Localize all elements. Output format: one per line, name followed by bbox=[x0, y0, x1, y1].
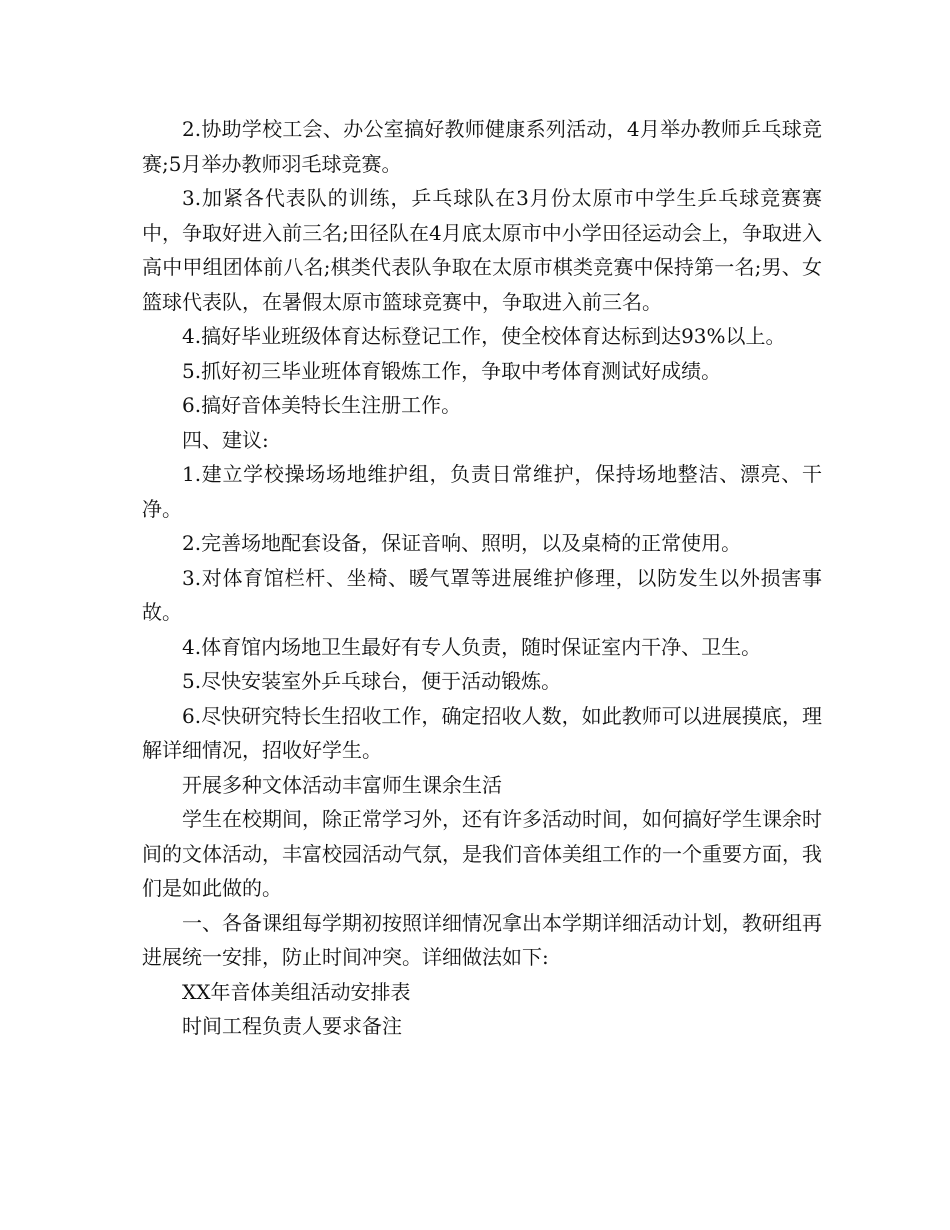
paragraph-item-6-special-students: 6.搞好音体美特长生注册工作。 bbox=[182, 393, 462, 417]
paragraph-intro: 学生在校期间，除正常学习外，还有许多活动时间，如何搞好学生课余时间的文体活动，丰富校园活动气氛，是我们音体美组工作的一个重要方面，我们是如此做的。 bbox=[142, 807, 822, 900]
paragraph-plan: 一、各备课组每学期初按照详细情况拿出本学期详细活动计划，教研组再进展统一安排，防止时间冲突。详细做法如下: bbox=[142, 910, 822, 969]
table-header-line: 时间工程负责人要求备注 bbox=[182, 1014, 402, 1038]
paragraph-suggestion-1: 1.建立学校操场场地维护组，负责日常维护，保持场地整洁、漂亮、干净。 bbox=[142, 462, 822, 521]
paragraph-suggestion-3: 3.对体育馆栏杆、坐椅、暖气罩等进展维护修理，以防发生以外损害事故。 bbox=[142, 565, 822, 624]
paragraph-item-3-team-training: 3.加紧各代表队的训练，乒乓球队在3月份太原市中学生乒乓球竞赛赛中，争取好进入前三名;田径队在4月底太原市中小学田径运动会上，争取进入高中甲组团体前八名;棋类代表队争取在太原市棋类竞赛中保持第一名;男、女篮球代表队，在暑假太原市篮球竞赛中，争取进入前三名。 bbox=[142, 186, 822, 314]
paragraph-suggestion-6: 6.尽快研究特长生招收工作，确定招收人数，如此教师可以进展摸底，理解详细情况，招收好学生。 bbox=[142, 703, 822, 762]
paragraph-item-4-fitness-standard: 4.搞好毕业班级体育达标登记工作，使全校体育达标到达93%以上。 bbox=[182, 324, 786, 348]
paragraph-suggestion-4: 4.体育馆内场地卫生最好有专人负责，随时保证室内干净、卫生。 bbox=[182, 634, 762, 659]
section-heading-suggestions: 四、建议: bbox=[182, 427, 269, 452]
paragraph-item-5-graduating-class: 5.抓好初三毕业班体育锻炼工作，争取中考体育测试好成绩。 bbox=[182, 358, 722, 383]
paragraph-suggestion-2: 2.完善场地配套设备，保证音响、照明，以及桌椅的正常使用。 bbox=[182, 531, 742, 555]
document-body bbox=[142, 112, 822, 1044]
paragraph-item-2-teacher-activities: 2.协助学校工会、办公室搞好教师健康系列活动，4月举办教师乒乓球竞赛;5月举办教师羽毛球竞赛。 bbox=[142, 117, 822, 176]
table-title: XX年音体美组活动安排表 bbox=[182, 979, 411, 1004]
section-title-activities: 开展多种文体活动丰富师生课余生活 bbox=[182, 772, 502, 797]
paragraph-suggestion-5: 5.尽快安装室外乒乓球台，便于活动锻炼。 bbox=[182, 669, 562, 693]
